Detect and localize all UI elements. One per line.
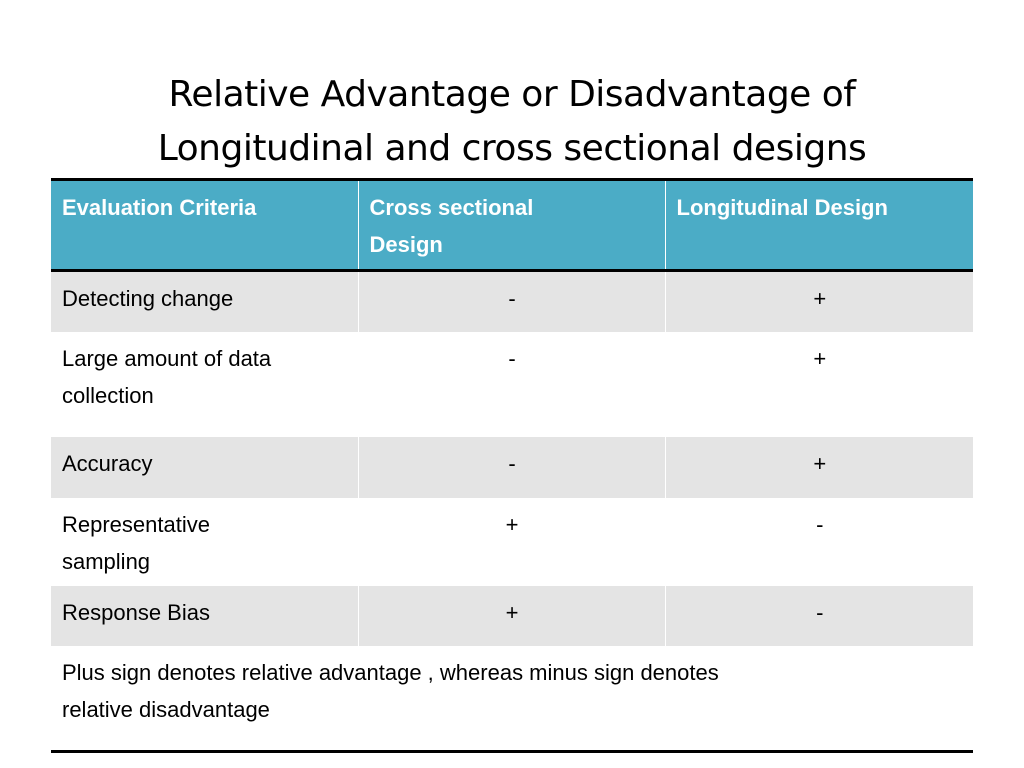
comparison-table: [51, 178, 973, 753]
table-row: [51, 586, 973, 646]
header-evaluation-criteria: [51, 180, 358, 271]
criteria-label-line-2: collection: [62, 382, 154, 408]
criteria-label-line-1: Representative: [62, 511, 210, 537]
table-row: [51, 498, 973, 586]
criteria-cell: [51, 498, 358, 586]
longitudinal-mark: +: [665, 271, 973, 332]
header-row: [51, 180, 973, 271]
criteria-cell: [51, 586, 358, 646]
table-row: [51, 437, 973, 498]
criteria-label: Detecting change: [62, 286, 234, 311]
header-cross-sectional-line-2: Design: [369, 232, 443, 257]
header-longitudinal-design-label: Longitudinal Design: [676, 195, 888, 220]
header-cross-sectional-line-1: Cross sectional: [369, 195, 534, 220]
cross-sectional-mark: -: [358, 332, 665, 437]
criteria-cell: [51, 437, 358, 498]
slide-title-line-2: Longitudinal and cross sectional designs: [157, 128, 867, 170]
longitudinal-mark: -: [665, 498, 973, 586]
cross-sectional-mark: -: [358, 437, 665, 498]
cross-sectional-mark: -: [358, 271, 665, 332]
legend-note: [51, 646, 973, 752]
header-longitudinal-design: [665, 180, 973, 271]
criteria-label: Accuracy: [62, 450, 153, 476]
longitudinal-mark: -: [665, 586, 973, 646]
criteria-label-line-2: sampling: [62, 548, 151, 574]
longitudinal-mark: +: [665, 332, 973, 437]
table-row: [51, 332, 973, 437]
criteria-cell: [51, 271, 358, 332]
table-header: [51, 180, 973, 271]
slide-title-line-1: Relative Advantage or Disadvantage of: [168, 74, 856, 116]
cross-sectional-mark: +: [358, 498, 665, 586]
legend-note-line-2: relative disadvantage: [62, 696, 270, 722]
header-cross-sectional-design: [358, 180, 665, 271]
legend-note-row: [51, 646, 973, 752]
comparison-table-container: [51, 178, 973, 753]
cross-sectional-mark: +: [358, 586, 665, 646]
slide-title: [0, 68, 1024, 176]
longitudinal-mark: +: [665, 437, 973, 498]
table-body: [51, 271, 973, 752]
criteria-cell: [51, 332, 358, 437]
criteria-label-line-1: Large amount of data: [62, 345, 272, 371]
header-evaluation-criteria-label: Evaluation Criteria: [62, 195, 257, 220]
criteria-label: Response Bias: [62, 599, 210, 625]
legend-note-line-1: Plus sign denotes relative advantage , whereas minus sign denotes: [62, 659, 719, 685]
table-row: [51, 271, 973, 332]
